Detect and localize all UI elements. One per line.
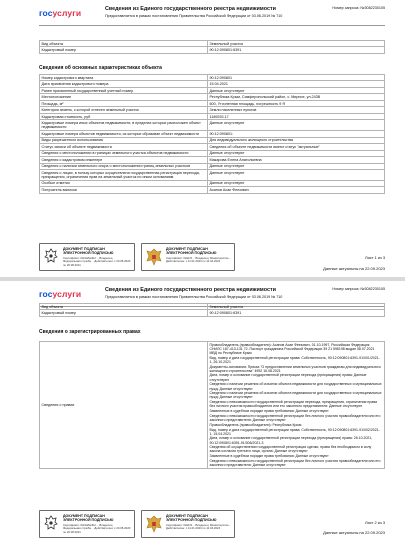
table-row: Кадастровый номер 90:12:090801:6391 <box>40 310 385 316</box>
gosuslugi-logo: госуслуги <box>39 8 82 18</box>
government-signature-stamp: ДОКУМЕНТ ПОДПИСАН ЭЛЕКТРОННОЙ ПОДПИСЬЮ Сертификат: 02a1f3… Владелец: Министерство… Действителен: с 11.01.2023 по 11.04.2024 <box>141 243 235 271</box>
section-title-characteristics: Сведения об основных характеристиках объекта <box>39 65 162 71</box>
table-row: Особые отметки Данные отсутствуют <box>40 180 385 186</box>
section-title-rights: Сведения о зарегистрированных правах <box>39 329 141 335</box>
table-row: Кадастровая стоимость, руб 1189253.17 <box>40 113 385 119</box>
rights-details: Правообладатель (правообладатели): Асанов Асан Феезович, 01.10.1997, Российская Федерация: СНИЛС 187-413-131 72. Паспорт гражданина Российской Федерации 39 21 596198 выдан 08.07.2021 МВД по Республике Крым Вид, номер и дата государственной регистрации права: Собственность, 90:12:090801:6391-91/001/2021-1, 26.10.2021 Документы-основания: Приказ "О предоставлении земельных участков гражданам для индивидуального жилищного строительства" 4952 16.08.2021 Дата, номер и основание государственной регистрации перехода (прекращения) права: Данные отсутствуют Сведения о наличии решения об изъятии объекта недвижимости для государственных и муниципальных нужд: Данные отсутствуют Сведения о наличии решения об изъятии объекта недвижимости для государственных и муниципальных нужд: Данные отсутствуют Сведения о невозможности государственной регистрации перехода, прекращения, ограничения права без личного участия правообладателя или его законного представителя: Данные отсутствуют Заявленные в судебном порядке права требования: Данные отсутствуют Сведения о невозможности государственной регистрации без личного участия правообладателя или его законного представителя: Данные отсутствуют Правообладатель (правообладатели): Республика Крым Вид, номер и дата государственной регистрации права: Собственность, 90:12:090801:6391-91/002/2021-1, 15.04.2021 Дата, номер и основание государственной регистрации перехода (прекращения) права: 26.10.2021, 90:12:090801:6391-91/006/2021-3 Сведения об осуществлении государственной регистрации сделки, права без необходимого в силу закона согласия третьего лица, органа: Данные отсутствуют Заявленные в судебном порядке права требования: Данные отсутствуют Сведения о невозможности государственной регистрации без личного участия правообладателя или его законного представителя: Данные отсутствуют <box>208 342 385 469</box>
issued-date: Данные актуальны на 22.09.2023 <box>323 530 385 535</box>
request-number: Номер запроса: №3082230105 <box>332 6 385 10</box>
gosuslugi-logo: госуслуги <box>39 289 82 299</box>
rights-label: Сведения о правах <box>40 342 208 469</box>
characteristics-table <box>39 74 385 194</box>
table-row: Вид объекта Земельный участок <box>40 304 385 310</box>
coat-of-arms-icon <box>145 247 163 267</box>
table-row: Вид объекта Земельный участок <box>40 41 385 47</box>
table-row: Сведения о местоположении в границах земельного участка объектов недвижимости Данные отсутствуют <box>40 150 385 156</box>
document-subtitle: Предоставляется в рамках постановления Правительства Российской Федерации от 03.06.2019 № 710 <box>105 295 283 299</box>
table-row: Сведения о кадастровом инженере Макарова Елена Анатольевна <box>40 157 385 163</box>
table-row: Виды разрешенного использования Для индивидуального жилищного строительства <box>40 137 385 143</box>
request-number: Номер запроса: №3082230105 <box>332 287 385 291</box>
government-signature-stamp: ДОКУМЕНТ ПОДПИСАН ЭЛЕКТРОННОЙ ПОДПИСЬЮ Сертификат: 02a1f3… Владелец: Министерство… Действителен: с 11.01.2023 по 11.04.2024 <box>141 510 235 538</box>
table-row: Сведения о наличии земельного спора о местоположении границ земельных участков Данные отсутствуют <box>40 163 385 169</box>
electronic-signature-stamp: ДОКУМЕНТ ПОДПИСАН ЭЛЕКТРОННОЙ ПОДПИСЬЮ Сертификат: 00c0a5e4b2… Владелец: Федеральная служба… Действителен: с 20.05.2020 по 20.08.2021 <box>39 510 135 538</box>
table-row: Местоположение Республика Крым, Симферопольский район, с. Мирное, ул.243В <box>40 94 385 100</box>
table-row: Кадастровые номера иных объектов недвижимости, в пределах которых расположен объект недвижимости Данные отсутствуют <box>40 120 385 131</box>
document-title: Сведения из Единого государственного реестра недвижимости <box>105 287 276 293</box>
table-row: Получатель выписки Асанов Асан Феезович <box>40 187 385 193</box>
page-header <box>0 0 405 30</box>
table-row: Кадастровые номера объектов недвижимости, из которых образован объект недвижимости 90:12:090801: <box>40 131 385 137</box>
statement-page-2 <box>0 281 405 540</box>
page-number: Лист 1 из 3 <box>365 255 385 260</box>
document-subtitle: Предоставляется в рамках постановления Правительства Российской Федерации от 03.06.2019 № 710 <box>105 14 283 18</box>
table-row: Дата присвоения кадастрового номера 15.04.2021 <box>40 81 385 87</box>
issued-date: Данные актуальны на 22.09.2023 <box>323 266 385 271</box>
table-row: Сведения о лицах, в пользу которых осуществлена государственная регистрация перехода, прекращения, ограничения прав на земельный участок по иным основаниям Данные отсутствуют <box>40 170 385 181</box>
table-row <box>40 342 385 469</box>
electronic-signature-stamp: ДОКУМЕНТ ПОДПИСАН ЭЛЕКТРОННОЙ ПОДПИСЬЮ Сертификат: 00c0a5e4b2… Владелец: Федеральная служба… Действителен: с 20.05.2020 по 20.08.2021 <box>39 243 135 271</box>
table-row: Кадастровый номер 90:12:090801:6391 <box>40 47 385 53</box>
document-title: Сведения из Единого государственного реестра недвижимости <box>105 6 276 12</box>
table-row: Ранее присвоенный государственный учетный номер Данные отсутствуют <box>40 87 385 93</box>
table-row: Площадь, м² 600, Уточненная площадь, погрешность 9 Я <box>40 100 385 106</box>
emblem-icon <box>44 515 58 531</box>
table-row: Номер кадастрового квартала 90:12:090801 <box>40 75 385 81</box>
object-header-table <box>39 40 385 54</box>
table-row: Категория земель, к которой отнесен земельный участок Земли населенных пунктов <box>40 107 385 113</box>
rights-table <box>39 341 385 469</box>
object-header-table <box>39 303 385 317</box>
table-row: Статус записи об объекте недвижимости Сведения об объекте недвижимости имеют статус "актуальные" <box>40 144 385 150</box>
header-divider <box>39 25 385 26</box>
emblem-icon <box>44 248 58 264</box>
coat-of-arms-icon <box>145 514 163 534</box>
page-number: Лист 2 из 3 <box>365 520 385 525</box>
